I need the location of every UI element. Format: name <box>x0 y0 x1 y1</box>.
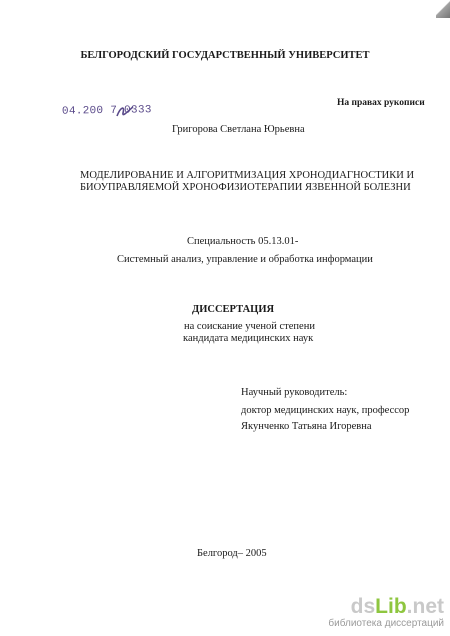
supervisor-title: доктор медицинских наук, профессор <box>241 405 410 416</box>
rights-note: На правах рукописи <box>337 98 425 108</box>
dslib-logo: dsLib.net <box>350 595 444 618</box>
university-heading: БЕЛГОРОДСКИЙ ГОСУДАРСТВЕННЫЙ УНИВЕРСИТЕТ <box>80 50 370 61</box>
city-year: Белгород– 2005 <box>197 548 267 559</box>
specialty-code: Специальность 05.13.01- <box>187 236 299 247</box>
document-type: ДИССЕРТАЦИЯ <box>192 304 275 315</box>
supervisor-label: Научный руководитель: <box>241 387 348 398</box>
title-line-2: БИОУПРАВЛЯЕМОЙ ХРОНОФИЗИОТЕРАПИИ ЯЗВЕННОЙ БОЛЕЗНИ <box>80 182 411 193</box>
registration-stamp: 04.200 7 0333 <box>61 104 152 118</box>
scan-edge-shadow <box>436 0 450 18</box>
specialty-name: Системный анализ, управление и обработка информации <box>117 254 373 265</box>
title-line-1: МОДЕЛИРОВАНИЕ И АЛГОРИТМИЗАЦИЯ ХРОНОДИАГНОСТИКИ И <box>80 170 415 181</box>
dslib-watermark[interactable] <box>328 596 444 630</box>
degree-line-1: на соискание ученой степени <box>184 321 315 332</box>
dslib-tagline: библиотека диссертаций <box>328 618 444 629</box>
author-name: Григорова Светлана Юрьевна <box>172 124 305 135</box>
degree-line-2: кандидата медицинских наук <box>183 333 314 344</box>
stamp-scribble-icon <box>115 104 135 120</box>
supervisor-name: Якунченко Татьяна Игоревна <box>241 421 372 432</box>
